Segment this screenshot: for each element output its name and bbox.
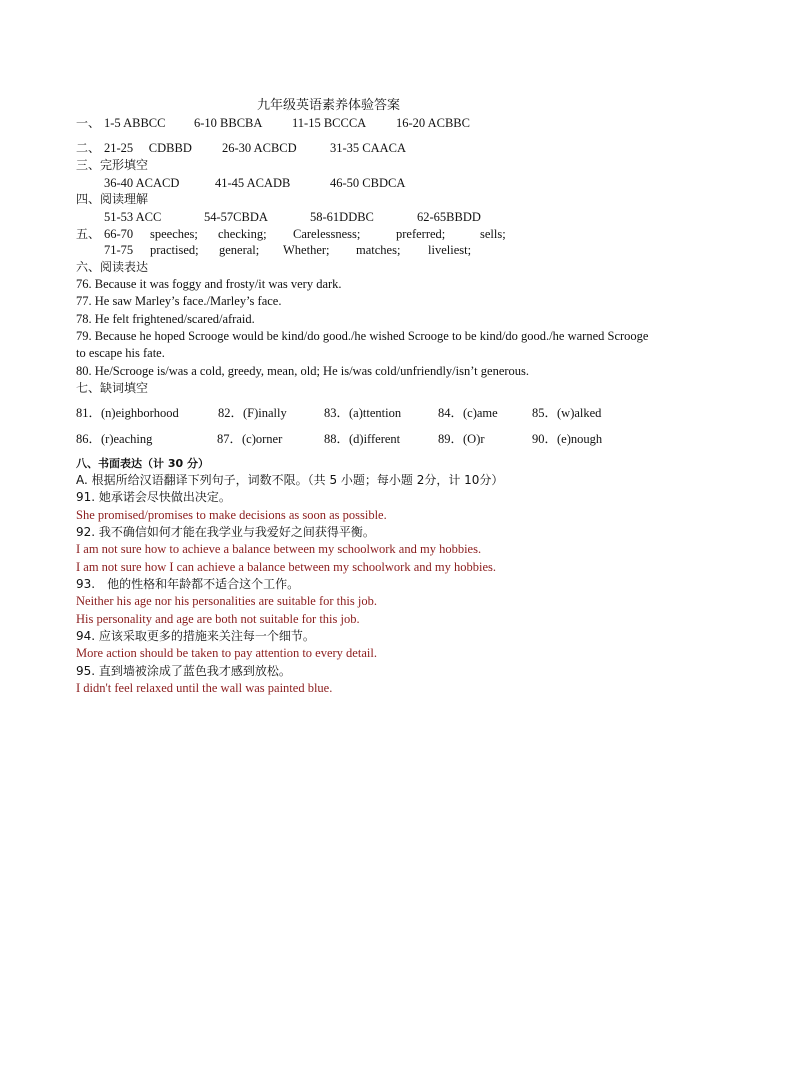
answer-word: 89．(O)r (438, 432, 485, 446)
answer-line-78: 78. He felt frightened/scared/afraid. (76, 312, 255, 326)
answer-group: 51-53 ACC (104, 210, 162, 224)
section-1-label: 一、 (76, 116, 101, 130)
answer-92-b: I am not sure how I can achieve a balance between my schoolwork and my hobbies. (76, 560, 496, 574)
answer-group: 26-30 ACBCD (222, 141, 297, 155)
answer-word: 85．(w)alked (532, 406, 602, 420)
section-3-heading: 三、完形填空 (76, 158, 149, 172)
answer-group: 1-5 ABBCC (104, 116, 166, 130)
answer-group: 36-40 ACACD (104, 176, 180, 190)
answer-94: More action should be taken to pay attention to every detail. (76, 646, 377, 660)
answer-word: preferred; (396, 227, 446, 241)
answer-word: 83．(a)ttention (324, 406, 402, 420)
answer-group: 54-57CBDA (204, 210, 268, 224)
answer-line-79: 79. Because he hoped Scrooge would be kind/do good./he wished Scrooge to be kind/do good./he warned Scrooge (76, 329, 649, 343)
answer-line-77: 77. He saw Marley’s face./Marley’s face. (76, 294, 282, 308)
section-8-instruction: A. 根据所给汉语翻译下列句子，词数不限。（共 5 小题；每小题 2分，计 10分） (76, 473, 504, 487)
answer-group: 46-50 CBDCA (330, 176, 406, 190)
answer-91: She promised/promises to make decisions as soon as possible. (76, 508, 387, 522)
question-95: 95. 直到墙被涂成了蓝色我才感到放松。 (76, 664, 291, 678)
answer-word: Whether; (283, 243, 330, 257)
answer-word: 86．(r)eaching (76, 432, 153, 446)
answer-group: 21-25 CDBBD (104, 141, 192, 155)
answer-word: 82．(F)inally (218, 406, 287, 420)
answer-word: liveliest; (428, 243, 472, 257)
answer-word: 88．(d)ifferent (324, 432, 401, 446)
answer-group: 11-15 BCCCA (292, 116, 367, 130)
question-93: 93. 他的性格和年龄都不适合这个工作。 (76, 577, 300, 591)
section-2-label: 二、 (76, 141, 101, 155)
answer-group: 16-20 ACBBC (396, 116, 470, 130)
answer-word: Carelessness; (293, 227, 361, 241)
question-94: 94. 应该采取更多的措施来关注每一个细节。 (76, 629, 315, 643)
answer-word: checking; (218, 227, 267, 241)
section-7-heading: 七、缺词填空 (76, 381, 149, 395)
question-92: 92. 我不确信如何才能在我学业与我爱好之间获得平衡。 (76, 525, 375, 539)
answer-92-a: I am not sure how to achieve a balance between my schoolwork and my hobbies. (76, 542, 482, 556)
answer-line-79-cont: to escape his fate. (76, 346, 165, 360)
section-5-label: 五、 (76, 227, 101, 241)
section-4-heading: 四、阅读理解 (76, 192, 149, 206)
answer-word: matches; (356, 243, 401, 257)
answer-group: 66-70 (104, 227, 134, 241)
answer-word: 87．(c)orner (217, 432, 283, 446)
answer-word: practised; (150, 243, 199, 257)
answer-word: 81．(n)eighborhood (76, 406, 179, 420)
answer-93-b: His personality and age are both not suitable for this job. (76, 612, 360, 626)
answer-word: speeches; (150, 227, 198, 241)
answer-group: 31-35 CAACA (330, 141, 407, 155)
page-title: 九年级英语素养体验答案 (257, 97, 401, 112)
answer-group: 71-75 (104, 243, 134, 257)
question-91: 91. 她承诺会尽快做出决定。 (76, 490, 231, 504)
answer-word: general; (219, 243, 260, 257)
section-6-heading: 六、阅读表达 (76, 260, 149, 274)
answer-group: 6-10 BBCBA (194, 116, 263, 130)
section-8-heading: 八、书面表达（计 30 分） (76, 457, 209, 470)
answer-line-76: 76. Because it was foggy and frosty/it was very dark. (76, 277, 342, 291)
answer-group: 41-45 ACADB (215, 176, 291, 190)
answer-word: 84．(c)ame (438, 406, 498, 420)
answer-group: 58-61DDBC (310, 210, 374, 224)
answer-line-80: 80. He/Scrooge is/was a cold, greedy, mean, old; He is/was cold/unfriendly/isn’t generous. (76, 364, 530, 378)
answer-group: 62-65BBDD (417, 210, 481, 224)
answer-93-a: Neither his age nor his personalities are suitable for this job. (76, 594, 377, 608)
answer-word: 90．(e)nough (532, 432, 603, 446)
answer-word: sells; (480, 227, 506, 241)
answer-95: I didn't feel relaxed until the wall was painted blue. (76, 681, 333, 695)
